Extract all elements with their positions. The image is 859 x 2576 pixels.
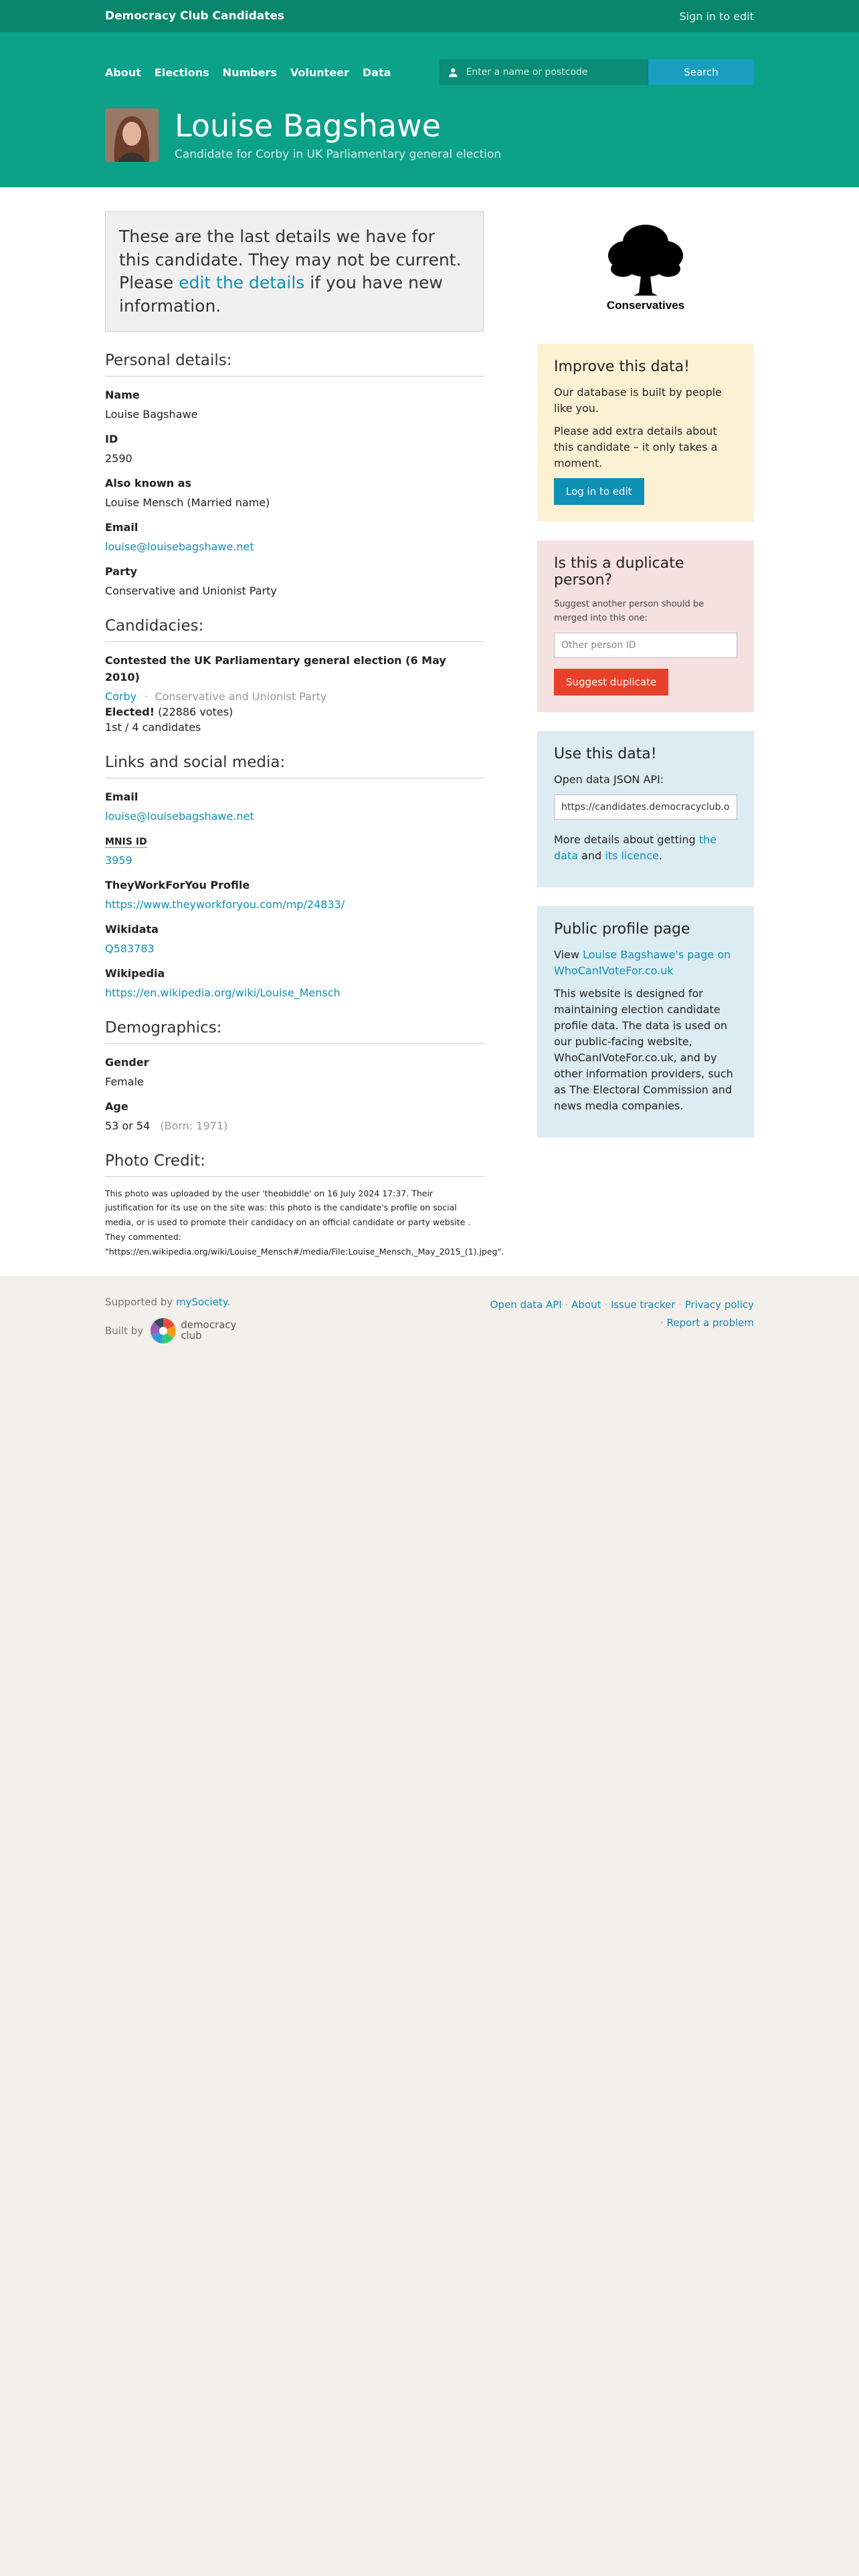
elected-label: Elected! xyxy=(105,705,155,718)
public-profile-panel xyxy=(537,906,754,1138)
mnis-link[interactable]: 3959 xyxy=(105,853,132,867)
twfy-label: TheyWorkForYou Profile xyxy=(105,878,250,891)
email-link[interactable]: louise@louisebagshawe.net xyxy=(105,540,254,553)
duplicate-panel xyxy=(537,540,754,712)
email-label: Email xyxy=(105,521,138,534)
footer-issue-tracker-link[interactable]: Issue tracker xyxy=(610,1299,676,1311)
separator-dot: · xyxy=(144,689,148,703)
footer-sep: · xyxy=(565,1299,569,1311)
party-logo-text: Conservatives xyxy=(606,299,685,312)
person-icon xyxy=(448,67,458,78)
log-in-to-edit-button[interactable]: Log in to edit xyxy=(554,478,644,505)
gender-value: Female xyxy=(105,1075,144,1088)
footer-privacy-policy-link[interactable]: Privacy policy xyxy=(684,1299,754,1311)
nav-elections[interactable]: Elections xyxy=(154,66,209,79)
demographics-heading: Demographics: xyxy=(105,1019,484,1044)
footer-sep: · xyxy=(604,1299,608,1311)
gender-label: Gender xyxy=(105,1055,149,1069)
nav-numbers[interactable]: Numbers xyxy=(222,66,277,79)
party-label: Party xyxy=(105,565,138,578)
democracy-club-logo-icon xyxy=(150,1317,177,1344)
conservatives-tree-icon xyxy=(592,214,699,314)
age-value: 53 or 54 xyxy=(105,1119,151,1132)
sign-in-link[interactable]: Sign in to edit xyxy=(679,9,754,23)
public-profile-description: This website is designed for maintaining election candidate profile data. The data is used on our public-facing website, WhoCanIVoteFor.co.uk, and by other information providers, such as The Electoral Commission and news media companies. xyxy=(554,986,733,1112)
licence-link[interactable]: its licence xyxy=(605,849,659,862)
footer-open-data-api-link[interactable]: Open data API xyxy=(490,1299,562,1311)
supported-by-period: . xyxy=(227,1296,231,1308)
born-value: (Born: 1971) xyxy=(160,1119,228,1132)
candidacies-heading: Candidacies: xyxy=(105,617,484,642)
suggest-duplicate-button[interactable]: Suggest duplicate xyxy=(554,669,668,695)
footer-about-link[interactable]: About xyxy=(571,1299,601,1311)
footer-sep: · xyxy=(660,1317,664,1329)
name-label: Name xyxy=(105,389,140,401)
party-value: Conservative and Unionist Party xyxy=(105,584,277,597)
candidacy-party: Conservative and Unionist Party xyxy=(155,689,327,703)
footer-sep: · xyxy=(678,1299,682,1311)
api-url-field[interactable] xyxy=(554,794,737,820)
age-label: Age xyxy=(105,1099,128,1113)
page-footer xyxy=(0,1276,859,1344)
main-content xyxy=(0,187,859,1276)
id-label: ID xyxy=(105,433,118,445)
left-column xyxy=(105,211,504,1259)
site-brand-link[interactable]: Democracy Club Candidates xyxy=(105,9,284,23)
edit-details-link[interactable]: edit the details xyxy=(179,273,305,292)
wikidata-label: Wikidata xyxy=(105,922,159,936)
photo-credit-heading: Photo Credit: xyxy=(105,1152,484,1177)
votes-count: (22886 votes) xyxy=(158,705,233,718)
footer-links xyxy=(490,1296,754,1344)
more-text-before: More details about getting xyxy=(554,833,699,846)
personal-details-heading: Personal details: xyxy=(105,352,484,377)
more-text-mid: and xyxy=(578,849,605,862)
duplicate-heading: Is this a duplicate person? xyxy=(554,555,684,588)
aka-label: Also known as xyxy=(105,477,192,490)
democracy-club-word-1: democracy xyxy=(181,1319,237,1331)
mnis-label: MNIS ID xyxy=(105,836,147,847)
improve-text-2: Please add extra details about this candidate – it only takes a moment. xyxy=(554,425,718,469)
view-text: View xyxy=(554,948,583,961)
page-header xyxy=(0,32,859,187)
notice-text-after: if you have new information. xyxy=(119,273,443,316)
candidacy-title: Contested the UK Parliamentary general election (6 May 2010) xyxy=(105,654,446,683)
public-profile-heading: Public profile page xyxy=(554,920,690,938)
democracy-club-word-2: club xyxy=(181,1329,202,1341)
wikipedia-label: Wikipedia xyxy=(105,966,165,980)
nav-data[interactable]: Data xyxy=(362,66,391,79)
improve-heading: Improve this data! xyxy=(554,358,690,375)
wikidata-link[interactable]: Q583783 xyxy=(105,942,155,955)
id-value: 2590 xyxy=(105,452,132,465)
wikipedia-link[interactable]: https://en.wikipedia.org/wiki/Louise_Mensch xyxy=(105,986,341,999)
footer-report-problem-link[interactable]: Report a problem xyxy=(666,1317,754,1329)
name-value: Louise Bagshawe xyxy=(105,408,198,421)
nav-about[interactable]: About xyxy=(105,66,141,79)
twfy-link[interactable]: https://www.theyworkforyou.com/mp/24833/ xyxy=(105,897,345,911)
constituency-link[interactable]: Corby xyxy=(105,689,137,703)
aka-value: Louise Mensch (Married name) xyxy=(105,496,270,509)
outdated-notice xyxy=(105,211,484,332)
built-by-text: Built by xyxy=(105,1325,144,1337)
improve-text-1: Our database is built by people like you. xyxy=(554,386,723,415)
use-data-panel xyxy=(537,731,754,887)
more-text-after: . xyxy=(658,849,662,862)
api-label: Open data JSON API: xyxy=(554,772,664,786)
nav-volunteer[interactable]: Volunteer xyxy=(290,66,349,79)
links-email-link[interactable]: louise@louisebagshawe.net xyxy=(105,809,254,823)
candidate-photo xyxy=(105,108,159,162)
duplicate-label: Suggest another person should be merged into this one: xyxy=(554,599,704,623)
improve-panel xyxy=(537,344,754,522)
links-heading: Links and social media: xyxy=(105,754,484,778)
page-title: Louise Bagshawe xyxy=(175,107,441,144)
use-data-heading: Use this data! xyxy=(554,745,657,762)
links-email-label: Email xyxy=(105,790,138,803)
candidacy-rank: 1st / 4 candidates xyxy=(105,720,201,734)
supported-by-text: Supported by xyxy=(105,1296,176,1308)
search-form xyxy=(440,60,754,85)
search-input[interactable] xyxy=(466,67,648,78)
photo-credit-text: This photo was uploaded by the user 'theobiddle' on 16 July 2024 17:37. Their justification for its use on the site was: this photo is the candidate's profile on social media, or is used to promote their candidacy on an official candidate or party website . They commented: "https://en.wikipedia.org/wiki/Louise_Mensch#/media/File:Louise_Mensch,_May_2015_(1).jpeg". xyxy=(105,1188,504,1257)
right-column xyxy=(537,211,754,1259)
main-nav xyxy=(105,66,391,79)
wcivf-link[interactable]: Louise Bagshawe's page on WhoCanIVoteFor.co.uk xyxy=(554,948,731,977)
other-person-id-input[interactable] xyxy=(554,633,737,658)
democracy-club-logo-link[interactable] xyxy=(150,1317,236,1344)
mysociety-link[interactable]: mySociety xyxy=(175,1296,227,1308)
search-field-wrapper xyxy=(440,60,648,85)
search-button[interactable]: Search xyxy=(648,60,754,85)
the-data-link[interactable]: the data xyxy=(554,833,717,862)
party-logo xyxy=(537,211,754,325)
top-bar xyxy=(0,0,859,32)
page-subtitle: Candidate for Corby in UK Parliamentary general election xyxy=(175,148,502,162)
notice-text-before: These are the last details we have for this candidate. They may not be current. Please xyxy=(119,227,462,292)
